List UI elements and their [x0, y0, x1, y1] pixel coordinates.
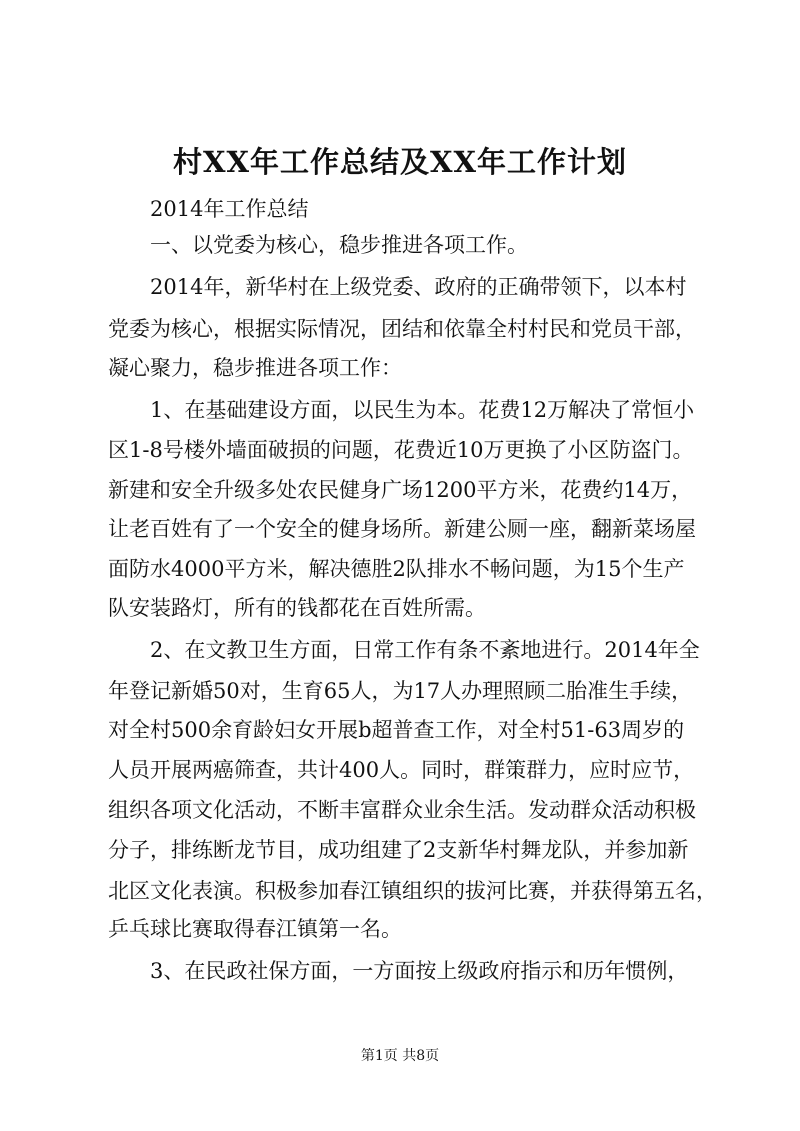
- paragraph-line: 区1-8号楼外墙面破损的问题，花费近10万更换了小区防盗门。: [108, 438, 694, 462]
- paragraph-line: 新建和安全升级多处农民健身广场1200平方米，花费约14万，: [108, 478, 693, 502]
- paragraph-line: 北区文化表演。积极参加春江镇组织的拔河比赛，并获得第五名，: [108, 879, 717, 903]
- paragraph-line: 对全村500余育龄妇女开展b超普查工作，对全村51-63周岁的: [108, 718, 685, 742]
- paragraph-line: 组织各项文化活动，不断丰富群众业余生活。发动群众活动积极: [108, 798, 696, 822]
- paragraph-line: 2014年，新华村在上级党委、政府的正确带领下，以本村: [150, 275, 687, 299]
- paragraph-line: 分子，排练断龙节目，成功组建了2支新华村舞龙队，并参加新: [108, 838, 689, 862]
- section-heading: 2014年工作总结: [150, 197, 309, 221]
- paragraph-line: 年登记新婚50对，生育65人，为17人办理照顾二胎准生手续，: [108, 679, 693, 703]
- page-number: 第1页 共8页: [360, 1048, 440, 1064]
- paragraph-line: 党委为核心，根据实际情况，团结和依靠全村村民和党员干部，: [108, 317, 696, 341]
- paragraph-line: 队安装路灯，所有的钱都花在百姓所需。: [108, 596, 486, 620]
- paragraph-line: 3、在民政社保方面，一方面按上级政府指示和历年惯例，: [150, 959, 689, 983]
- paragraph-line: 面防水4000平方米，解决德胜2队排水不畅问题，为15个生产: [108, 557, 685, 581]
- paragraph-line: 1、在基础建设方面，以民生为本。花费12万解决了常恒小: [150, 398, 695, 422]
- subsection-heading: 一、以党委为核心，稳步推进各项工作。: [150, 233, 528, 257]
- paragraph-line: 2、在文教卫生方面，日常工作有条不紊地进行。2014年全: [150, 638, 700, 662]
- paragraph-line: 人员开展两癌筛查，共计400人。同时，群策群力，应时应节，: [108, 758, 695, 782]
- document-title: 村XX年工作总结及XX年工作计划: [172, 145, 627, 179]
- paragraph-line: 让老百姓有了一个安全的健身场所。新建公厕一座，翻新菜场屋: [108, 517, 696, 541]
- paragraph-line: 凝心聚力，稳步推进各项工作：: [108, 356, 402, 380]
- paragraph-line: 乒乓球比赛取得春江镇第一名。: [108, 917, 402, 941]
